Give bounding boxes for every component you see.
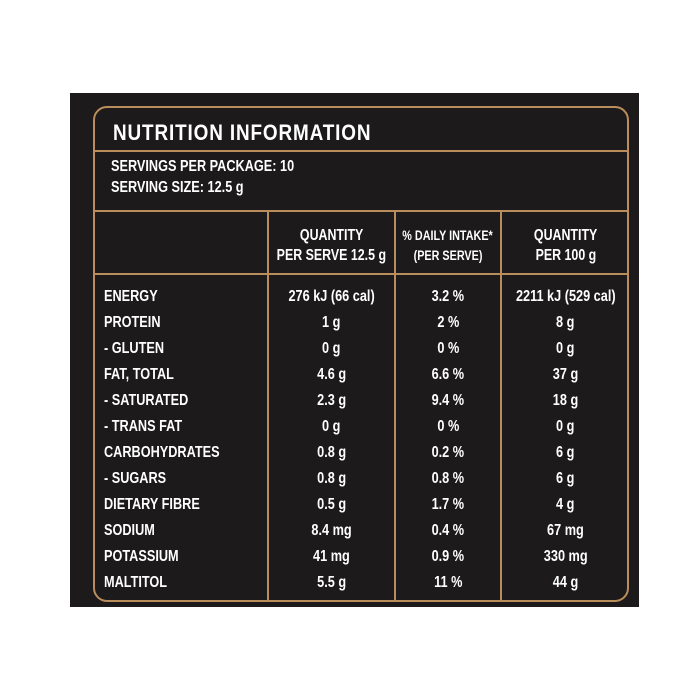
servings-per-package: SERVINGS PER PACKAGE: 10: [111, 158, 295, 175]
nutrient-name-cell: [104, 440, 245, 466]
nutrient-name: - TRANS FAT: [104, 418, 183, 435]
nutrient-name-cell: [104, 414, 199, 440]
nutrient-name: ENERGY: [104, 288, 158, 305]
per-100g-value-cell: [502, 544, 629, 570]
header-line: (PER SERVE): [413, 248, 483, 263]
table-row: [95, 518, 627, 544]
header-daily-intake: [396, 220, 500, 272]
nutrient-name: POTASSIUM: [104, 548, 179, 565]
per-serve-value: 0 g: [322, 418, 341, 435]
daily-intake-value-cell: [396, 310, 500, 336]
per-100g-value-cell: [502, 284, 629, 310]
daily-intake-value: 11 %: [433, 574, 463, 591]
per-serve-value-cell: [269, 336, 394, 362]
per-100g-value-cell: [502, 466, 629, 492]
nutrient-name-cell: [104, 388, 207, 414]
nutrient-name: FAT, TOTAL: [104, 366, 174, 383]
table-row: [95, 388, 627, 414]
table-row: [95, 414, 627, 440]
per-100g-value: 8 g: [556, 314, 575, 331]
per-100g-value: 18 g: [552, 392, 579, 409]
per-serve-value: 276 kJ (66 cal): [288, 288, 375, 305]
daily-intake-value-cell: [396, 414, 500, 440]
table-row: [95, 284, 627, 310]
per-serve-value-cell: [269, 310, 394, 336]
header-line: QUANTITY: [299, 227, 364, 244]
header-line: PER SERVE 12.5 g: [276, 247, 387, 264]
per-serve-value-cell: [269, 414, 394, 440]
daily-intake-value-cell: [396, 362, 500, 388]
table-row: [95, 310, 627, 336]
daily-intake-value: 0 %: [437, 340, 459, 357]
nutrient-name-cell: [104, 310, 173, 336]
per-serve-value-cell: [269, 570, 394, 596]
nutrient-name-cell: [104, 492, 221, 518]
header-quantity-per-100g: [502, 220, 629, 272]
daily-intake-value-cell: [396, 388, 500, 414]
per-serve-value-cell: [269, 362, 394, 388]
per-100g-value-cell: [502, 310, 629, 336]
per-100g-value-cell: [502, 518, 629, 544]
daily-intake-value-cell: [396, 570, 500, 596]
per-100g-value: 6 g: [556, 470, 575, 487]
nutrient-name-cell: [104, 466, 180, 492]
per-100g-value-cell: [502, 414, 629, 440]
nutrient-name: - GLUTEN: [104, 340, 165, 357]
daily-intake-value: 0.2 %: [431, 444, 465, 461]
per-serve-value: 4.6 g: [317, 366, 346, 383]
nutrient-name: PROTEIN: [104, 314, 161, 331]
per-serve-value-cell: [269, 440, 394, 466]
serving-size: SERVING SIZE: 12.5 g: [111, 179, 244, 196]
nutrient-name: DIETARY FIBRE: [104, 496, 200, 513]
per-100g-value-cell: [502, 388, 629, 414]
per-100g-value: 44 g: [552, 574, 579, 591]
nutrition-table: [93, 106, 629, 602]
nutrient-name: SODIUM: [104, 522, 155, 539]
header-line: % DAILY INTAKE*: [402, 228, 494, 243]
table-row: [95, 336, 627, 362]
per-serve-value-cell: [269, 518, 394, 544]
per-serve-value: 0.5 g: [317, 496, 346, 513]
per-serve-value-cell: [269, 388, 394, 414]
per-serve-value: 0.8 g: [317, 444, 346, 461]
per-100g-value: 330 mg: [543, 548, 588, 565]
daily-intake-value-cell: [396, 544, 500, 570]
per-100g-value-cell: [502, 440, 629, 466]
per-serve-value: 8.4 mg: [311, 522, 352, 539]
nutrient-name-cell: [104, 570, 181, 596]
table-row: [95, 570, 627, 596]
nutrient-name-cell: [104, 284, 169, 310]
per-serve-value: 0 g: [322, 340, 341, 357]
per-100g-value-cell: [502, 362, 629, 388]
table-row: [95, 362, 627, 388]
daily-intake-value-cell: [396, 440, 500, 466]
per-serve-value-cell: [269, 492, 394, 518]
per-serve-value-cell: [269, 284, 394, 310]
per-100g-value-cell: [502, 492, 629, 518]
per-100g-value: 67 mg: [547, 522, 584, 539]
nutrient-name: CARBOHYDRATES: [104, 444, 220, 461]
daily-intake-value: 3.2 %: [431, 288, 465, 305]
per-serve-value: 2.3 g: [317, 392, 346, 409]
divider: [95, 210, 627, 212]
table-row: [95, 544, 627, 570]
per-100g-value: 2211 kJ (529 cal): [515, 288, 616, 305]
per-100g-value-cell: [502, 336, 629, 362]
daily-intake-value-cell: [396, 518, 500, 544]
per-serve-value: 41 mg: [313, 548, 350, 565]
nutrient-name: MALTITOL: [104, 574, 168, 591]
nutrient-name-cell: [104, 362, 189, 388]
nutrient-name-cell: [104, 518, 166, 544]
table-title: NUTRITION INFORMATION: [113, 120, 372, 145]
daily-intake-value-cell: [396, 336, 500, 362]
daily-intake-value: 0.9 %: [431, 548, 465, 565]
daily-intake-value-cell: [396, 284, 500, 310]
daily-intake-value: 0.8 %: [431, 470, 465, 487]
nutrient-name-cell: [104, 544, 195, 570]
per-serve-value-cell: [269, 466, 394, 492]
per-100g-value: 0 g: [556, 418, 575, 435]
daily-intake-value-cell: [396, 492, 500, 518]
daily-intake-value: 6.6 %: [431, 366, 465, 383]
header-quantity-per-serve: [269, 220, 394, 272]
daily-intake-value: 0 %: [437, 418, 459, 435]
divider: [95, 150, 627, 152]
per-serve-value: 0.8 g: [317, 470, 346, 487]
per-100g-value: 37 g: [552, 366, 579, 383]
per-100g-value: 0 g: [556, 340, 575, 357]
daily-intake-value: 0.4 %: [431, 522, 465, 539]
header-line: PER 100 g: [535, 247, 596, 264]
header-line: QUANTITY: [533, 227, 598, 244]
daily-intake-value-cell: [396, 466, 500, 492]
table-row: [95, 492, 627, 518]
nutrient-name: - SUGARS: [104, 470, 167, 487]
per-serve-value: 5.5 g: [317, 574, 346, 591]
per-100g-value-cell: [502, 570, 629, 596]
per-100g-value: 6 g: [556, 444, 575, 461]
per-serve-value: 1 g: [322, 314, 341, 331]
nutrient-name: - SATURATED: [104, 392, 189, 409]
per-100g-value: 4 g: [556, 496, 575, 513]
daily-intake-value: 9.4 %: [431, 392, 465, 409]
daily-intake-value: 2 %: [437, 314, 459, 331]
daily-intake-value: 1.7 %: [431, 496, 465, 513]
per-serve-value-cell: [269, 544, 394, 570]
divider: [95, 273, 627, 275]
table-row: [95, 440, 627, 466]
table-row: [95, 466, 627, 492]
nutrient-name-cell: [104, 336, 177, 362]
